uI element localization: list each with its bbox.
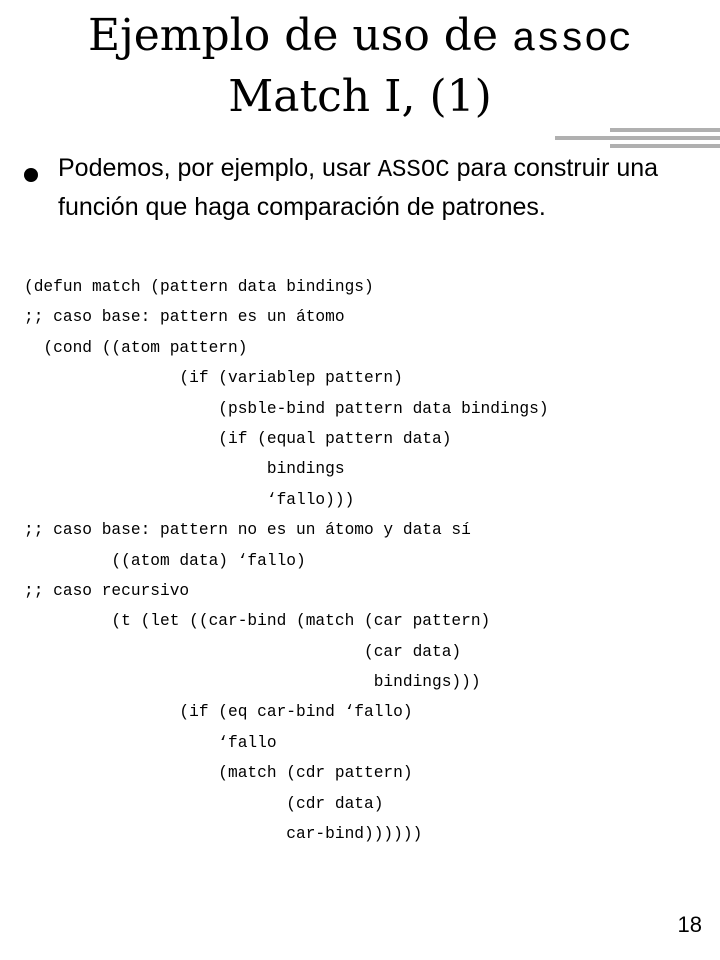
title-line-2: Match I, (1) <box>228 71 492 122</box>
code-line: ‘fallo <box>24 733 277 752</box>
slide-title <box>0 8 720 125</box>
code-line: (cdr data) <box>24 794 384 813</box>
code-line: (defun match (pattern data bindings) <box>24 278 374 296</box>
bullet-text-before: Podemos, por ejemplo, usar <box>58 154 378 182</box>
bullet-icon <box>24 168 38 182</box>
code-line: (if (variablep pattern) <box>24 369 403 388</box>
code-line: ((atom data) ‘fallo) <box>24 551 306 570</box>
code-line: ;; caso recursivo <box>24 581 190 600</box>
code-line: bindings))) <box>24 673 481 692</box>
code-line: (if (eq car-bind ‘fallo) <box>24 703 413 722</box>
title-code: assoc <box>511 18 633 63</box>
title-text: Ejemplo de uso de <box>87 10 512 61</box>
code-block <box>24 272 714 849</box>
code-line: ;; caso base: pattern es un átomo <box>24 308 345 327</box>
code-line: ‘fallo))) <box>24 490 355 509</box>
code-line: ;; caso base: pattern no es un átomo y data sí <box>24 521 471 540</box>
bullet-text-after: para construir una función que haga comparación de patrones. <box>58 154 659 221</box>
code-line: (t (let ((car-bind (match (car pattern) <box>24 612 491 631</box>
decorative-rule <box>610 144 720 148</box>
code-line: car-bind)))))) <box>24 825 423 844</box>
bullet-code: ASSOC <box>377 157 450 184</box>
code-line: (psble-bind pattern data bindings) <box>24 399 549 418</box>
code-line: (if (equal pattern data) <box>24 429 452 448</box>
decorative-rule <box>610 128 720 132</box>
page-number: 18 <box>677 912 702 937</box>
code-line: (cond ((atom pattern) <box>24 338 248 357</box>
code-line: (match (cdr pattern) <box>24 764 413 783</box>
decorative-rule <box>555 136 720 140</box>
title-line-1 <box>0 8 720 69</box>
bullet-text <box>58 150 708 225</box>
code-line: bindings <box>24 460 345 479</box>
code-line: (car data) <box>24 642 462 661</box>
